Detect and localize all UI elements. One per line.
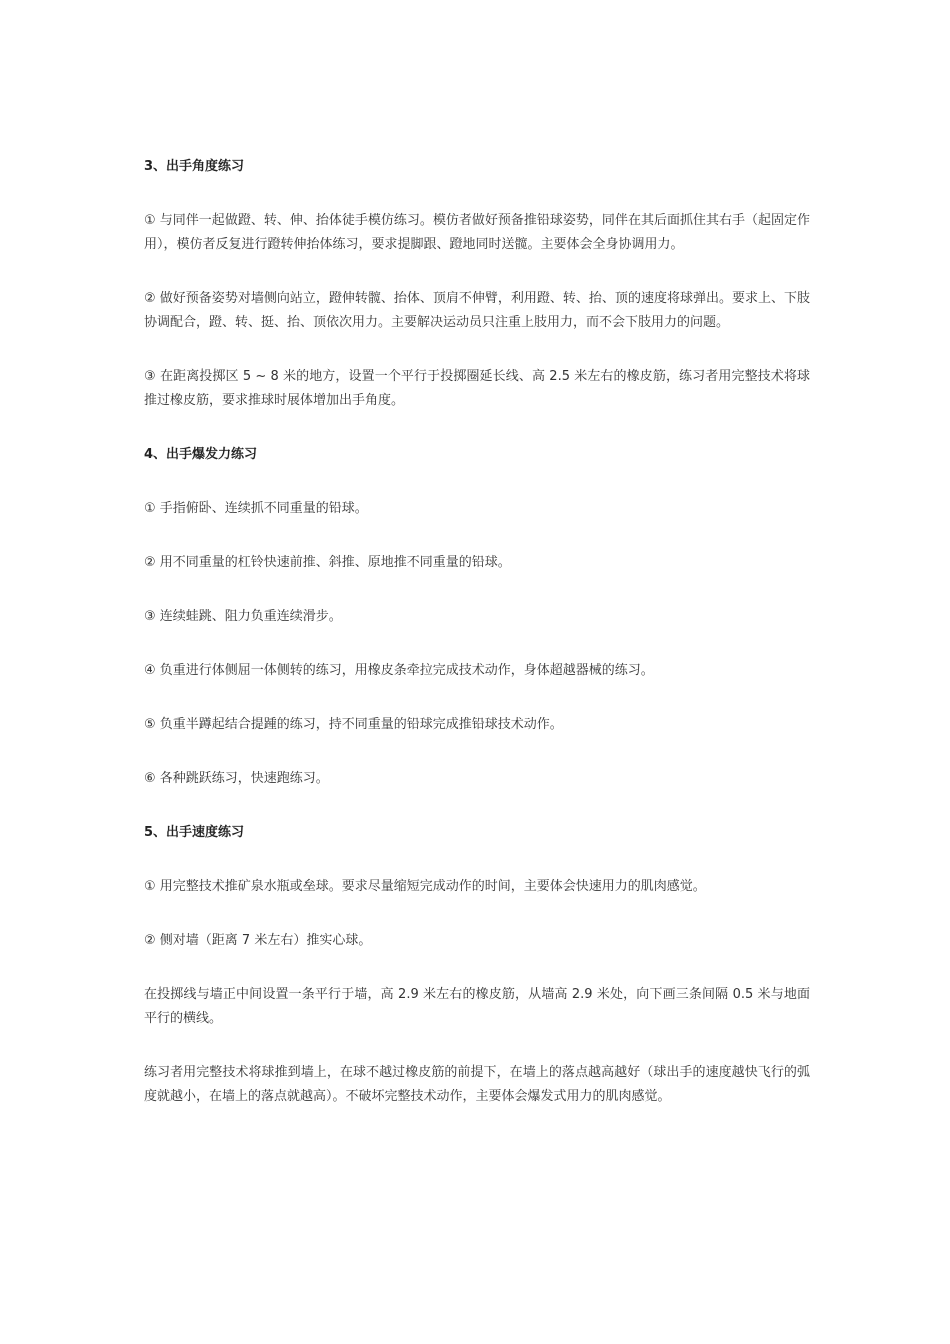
section-release-angle: [144, 155, 810, 413]
paragraph: ④ 负重进行体侧屈一体侧转的练习，用橡皮条牵拉完成技术动作，身体超越器械的练习。: [144, 663, 654, 678]
section-heading: 4、出手爆发力练习: [144, 447, 258, 462]
paragraph: ② 用不同重量的杠铃快速前推、斜推、原地推不同重量的铅球。: [144, 555, 511, 570]
paragraph: ② 做好预备姿势对墙侧向站立，蹬伸转髋、抬体、顶肩不伸臂，利用蹬、转、抬、顶的速度将球弹出。要求上、下肢协调配合，蹬、转、挺、抬、顶依次用力。主要解决运动员只注重上肢用力，而不会下肢用力的问题。: [144, 291, 810, 330]
paragraph: ③ 连续蛙跳、阻力负重连续滑步。: [144, 609, 342, 624]
paragraph: 在投掷线与墙正中间设置一条平行于墙，高 2.9 米左右的橡皮筋，从墙高 2.9 米处，向下画三条间隔 0.5 米与地面平行的横线。: [144, 987, 810, 1026]
section-heading: 5、出手速度练习: [144, 825, 245, 840]
paragraph: ① 用完整技术推矿泉水瓶或垒球。要求尽量缩短完成动作的时间，主要体会快速用力的肌肉感觉。: [144, 879, 706, 894]
paragraph: ⑤ 负重半蹲起结合提踵的练习，持不同重量的铅球完成推铅球技术动作。: [144, 717, 563, 732]
paragraph: ⑥ 各种跳跃练习，快速跑练习。: [144, 771, 329, 786]
paragraph: 练习者用完整技术将球推到墙上，在球不越过橡皮筋的前提下，在墙上的落点越高越好（球出手的速度越快飞行的弧度就越小，在墙上的落点就越高）。不破坏完整技术动作，主要体会爆发式用力的肌肉感觉。: [144, 1065, 810, 1104]
paragraph: ① 与同伴一起做蹬、转、伸、抬体徒手模仿练习。模仿者做好预备推铅球姿势，同伴在其后面抓住其右手（起固定作用），模仿者反复进行蹬转伸抬体练习，要求提脚跟、蹬地同时送髋。主要体会全身协调用力。: [144, 213, 810, 252]
document-content: [144, 155, 810, 1139]
paragraph: ① 手指俯卧、连续抓不同重量的铅球。: [144, 501, 368, 516]
paragraph: ② 侧对墙（距离 7 米左右）推实心球。: [144, 933, 372, 948]
section-release-power: [144, 443, 810, 791]
section-release-speed: [144, 821, 810, 1109]
section-heading: 3、出手角度练习: [144, 159, 245, 174]
paragraph: ③ 在距离投掷区 5 ~ 8 米的地方，设置一个平行于投掷圈延长线、高 2.5 米左右的橡皮筋，练习者用完整技术将球推过橡皮筋，要求推球时展体增加出手角度。: [144, 369, 810, 408]
